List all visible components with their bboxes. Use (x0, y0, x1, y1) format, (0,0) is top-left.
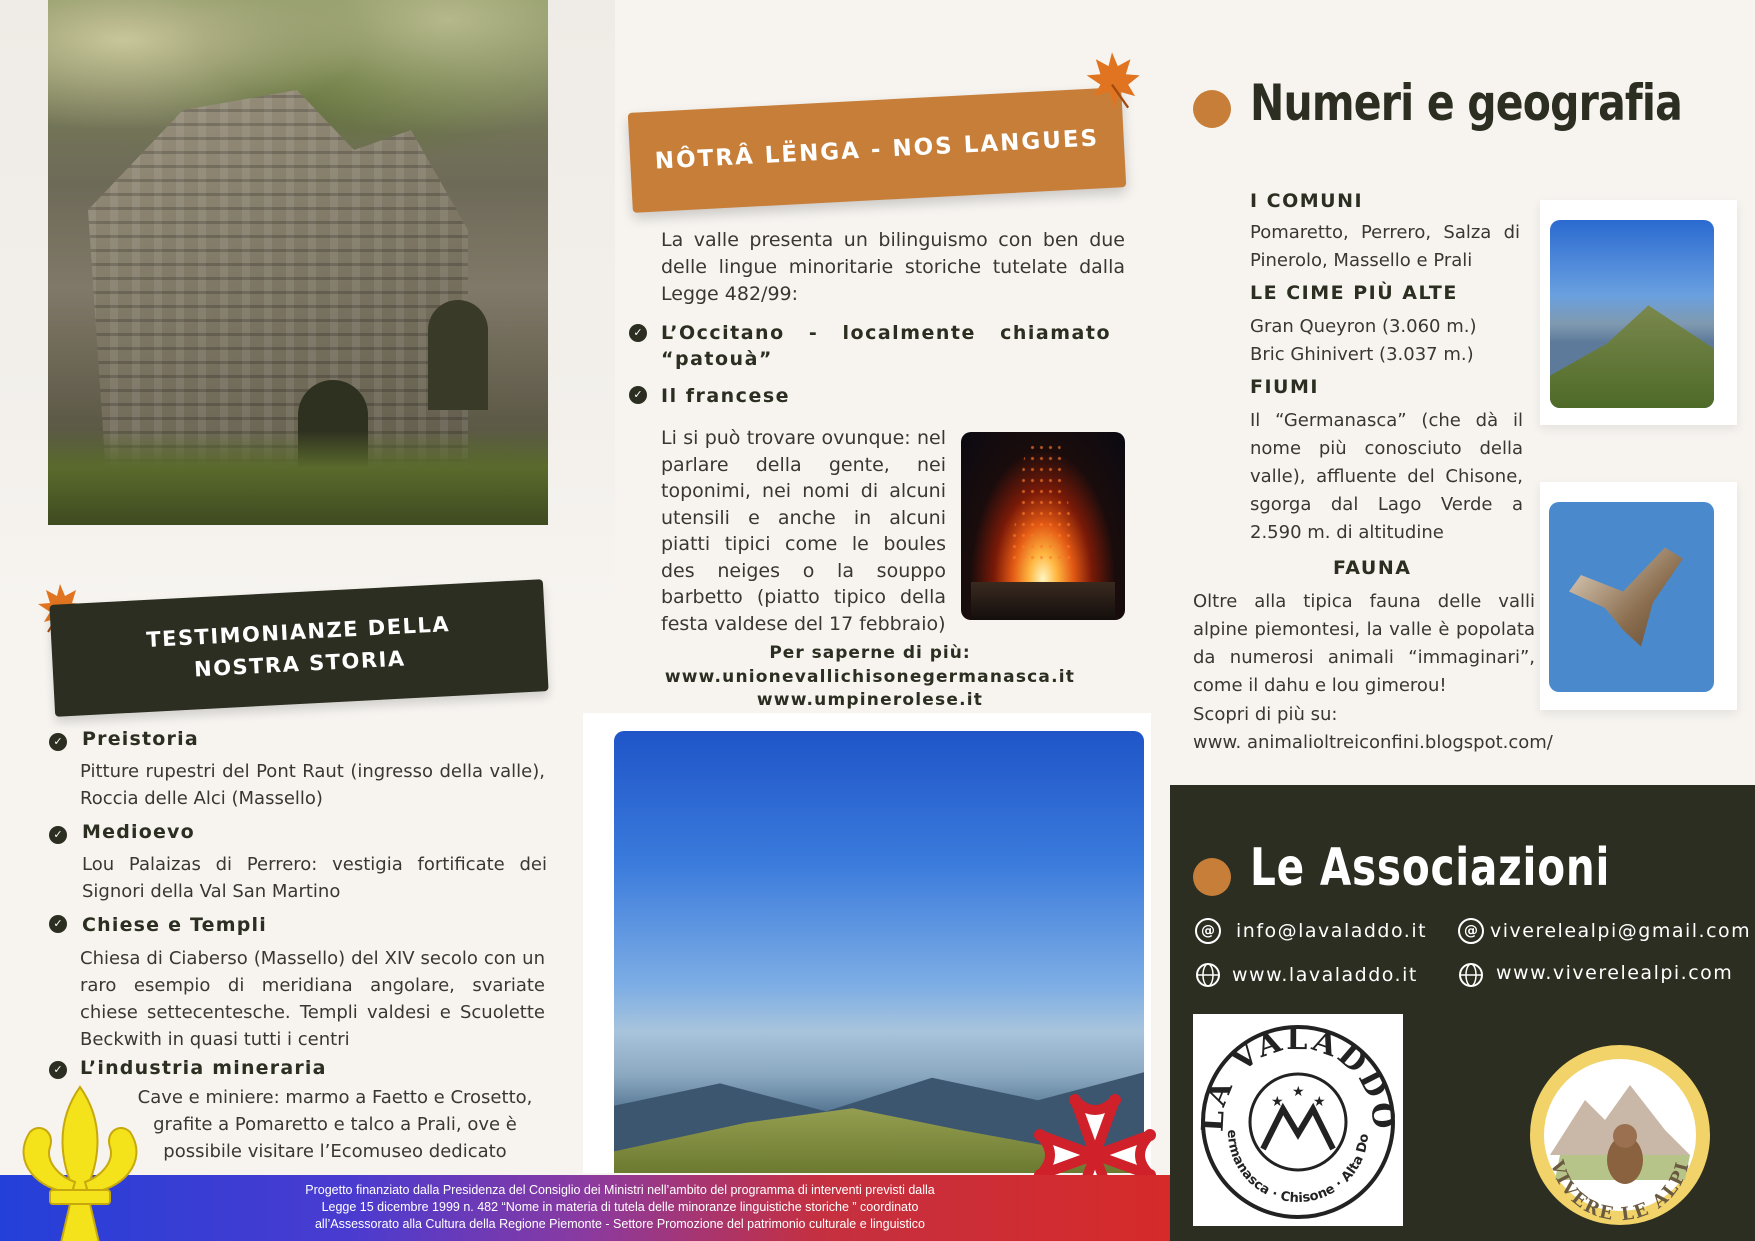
svg-text:★: ★ (1292, 1084, 1305, 1100)
check-circle-icon: ✓ (49, 1061, 67, 1079)
item-text-industria: Cave e miniere: marmo a Faetto e Crosetto, grafite a Pomaretto e talco a Prali, ove è possibile visitare l’Ecomuseo dedicato (137, 1087, 533, 1162)
email-viverelealpi[interactable]: viverelealpi@gmail.com (1490, 920, 1752, 942)
cime-line-2: Bric Ghinivert (3.037 m.) (1250, 344, 1474, 365)
svg-text:★: ★ (1271, 1094, 1284, 1110)
item-text-medioevo: Lou Palaizas di Perrero: vestigia fortificate dei Signori della Val San Martino (82, 854, 547, 902)
link-unionevalli[interactable]: www.unionevallichisonegermanasca.it (664, 667, 1076, 687)
link-umpinerolese[interactable]: www.umpinerolese.it (756, 690, 984, 710)
web-viverelealpi[interactable]: www.viverelealpi.com (1496, 962, 1734, 984)
item-title-preistoria: Preistoria (82, 728, 199, 750)
svg-text:Germanasca · Chisone · Alta Do: ermanasca · Chisone · Alta Do (1223, 1129, 1373, 1207)
check-circle-icon: ✓ (49, 915, 67, 933)
fauna-link[interactable]: www. animalioltreiconfini.blogspot.com/ (1193, 732, 1553, 753)
associations-title: Le Associazioni (1250, 838, 1611, 898)
la-valaddo-logo (1193, 1014, 1403, 1226)
at-sign-icon: @ (1195, 918, 1221, 944)
fiumi-title: FIUMI (1250, 376, 1319, 398)
languages-banner-title: NÔTRÂ LËNGA - NOS LANGUES (654, 125, 1100, 175)
bonfire-photo (961, 432, 1125, 620)
geography-title: Numeri e geografia (1250, 74, 1683, 132)
vivere-le-alpi-logo (1525, 1040, 1715, 1230)
languages-intro: La valle presenta un bilinguismo con ben due delle lingue minoritarie storiche tutelate dalla Legge 482/99: (661, 229, 1125, 305)
svg-text:VIVERE LE ALPI: VIVERE LE ALPI (1545, 1157, 1694, 1226)
more-info-title: Per saperne di più: (769, 643, 971, 663)
language-occitano: L’Occitano - localmente chiamato “patouà” (661, 322, 1111, 370)
title-dot-icon (1193, 90, 1231, 128)
globe-icon (1195, 962, 1221, 988)
check-circle-icon: ✓ (49, 733, 67, 751)
check-circle-icon: ✓ (49, 826, 67, 844)
svg-text:LA VALADDO: LA VALADDO (1195, 1021, 1401, 1133)
comuni-title: I COMUNI (1250, 190, 1364, 212)
language-francese: Il francese (661, 385, 791, 407)
web-lavaladdo[interactable]: www.lavaladdo.it (1232, 964, 1418, 986)
cime-line-1: Gran Queyron (3.060 m.) (1250, 316, 1477, 337)
maple-leaf-icon (1082, 50, 1142, 110)
ruin-photo (48, 0, 548, 525)
fauna-more: Scopri di più su: (1193, 704, 1338, 725)
item-text-chiese: Chiesa di Ciaberso (Massello) del XIV secolo con un raro esempio di meridiana angolare, svariate chiese settecentesche. Templi valdesi e Scuolette Beckwith in quasi tutti i centri (80, 948, 545, 1050)
mountain-peak-photo (1550, 220, 1714, 408)
at-sign-icon: @ (1458, 918, 1484, 944)
cime-title: LE CIME PIÙ ALTE (1250, 282, 1458, 304)
email-lavaladdo[interactable]: info@lavaladdo.it (1236, 920, 1428, 942)
item-title-industria: L’industria mineraria (80, 1057, 327, 1079)
title-dot-icon (1193, 858, 1231, 896)
history-banner-title: TESTIMONIANZE DELLA NOSTRA STORIA (145, 612, 451, 682)
hawk-photo (1549, 502, 1714, 692)
globe-icon (1458, 962, 1484, 988)
fleur-de-lis-icon (0, 1082, 160, 1241)
languages-description: Li si può trovare ovunque: nel parlare della gente, nei toponimi, nei nomi di alcuni utensili e anche in alcuni piatti tipici come le boules des neiges o la souppo barbetto (piatto tipico della festa valdese del 17 febbraio) (661, 427, 946, 635)
item-title-medioevo: Medioevo (82, 821, 195, 843)
fiumi-text: Il “Germanasca” (che dà il nome più conosciuto della valle), affluente del Chisone, sgorga dal Lago Verde a 2.590 m. di altitudine (1250, 410, 1523, 543)
check-circle-icon: ✓ (629, 386, 647, 404)
item-title-chiese: Chiese e Templi (82, 914, 267, 936)
fauna-text: Oltre alla tipica fauna delle valli alpine piemontesi, la valle è popolata da numerosi animali “immaginari”, come il dahu e lou gimerou! (1193, 591, 1535, 696)
check-circle-icon: ✓ (629, 324, 647, 342)
svg-text:★: ★ (1313, 1094, 1326, 1110)
comuni-text: Pomaretto, Perrero, Salza di Pinerolo, Massello e Prali (1250, 222, 1520, 271)
footer-text: Progetto finanziato dalla Presidenza del Consiglio dei Ministri nell’ambito del programma di interventi previsti dalla Legge 15 dicembre 1999 n. 482 “Nome in materia di tutela delle minoranze linguistiche storiche ” coordinato all’Assessorato alla Cultura della Regione Piemonte - Settore Promozione del patrimonio culturale e linguistico (305, 1183, 935, 1231)
item-text-preistoria: Pitture rupestri del Pont Raut (ingresso della valle), Roccia delle Alci (Massello) (80, 761, 545, 809)
fauna-title: FAUNA (1333, 557, 1412, 579)
